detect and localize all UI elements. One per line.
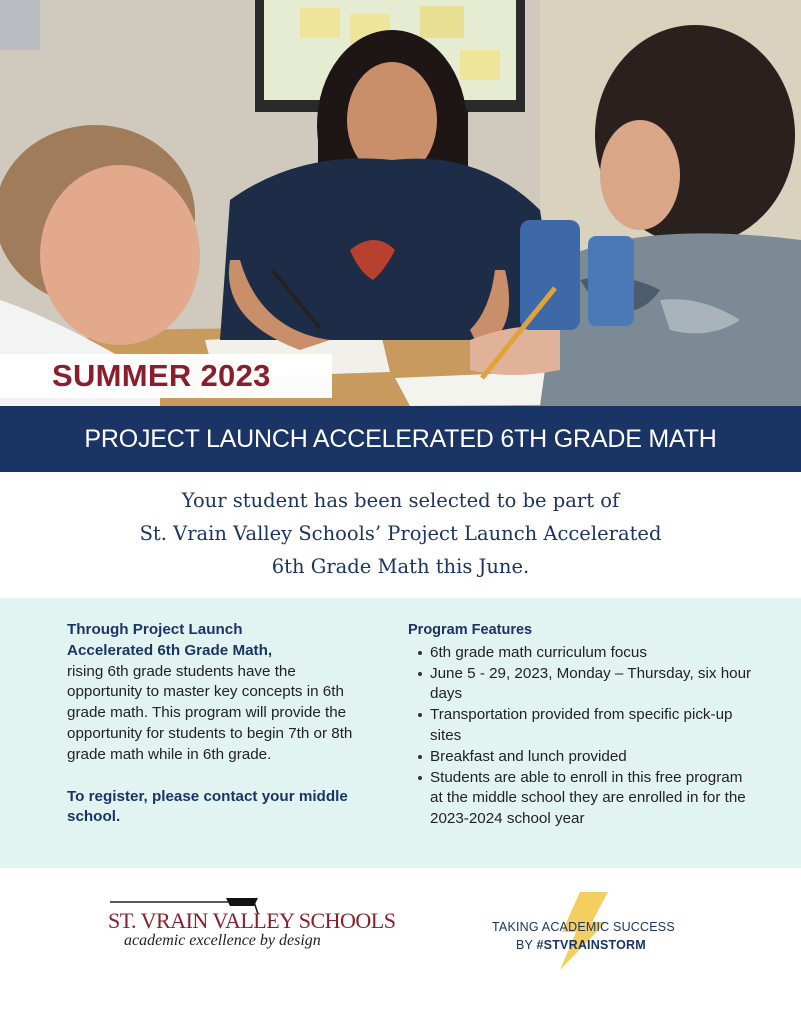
intro-text (80, 484, 721, 583)
classroom-photo-illustration (0, 0, 801, 406)
feature-item: June 5 - 29, 2023, Monday – Thursday, six hour days (418, 664, 758, 706)
program-description (67, 620, 357, 828)
slogan-hashtag-line (516, 938, 646, 952)
feature-item: 6th grade math curriculum focus (418, 643, 758, 664)
district-tagline: academic excellence by design (124, 932, 321, 949)
feature-item: Transportation provided from specific pick-up sites (418, 705, 758, 747)
description-lead-line: Accelerated 6th Grade Math, (67, 641, 273, 659)
district-name: ST. VRAIN VALLEY SCHOOLS (108, 908, 396, 933)
description-body: rising 6th grade students have the opportunity to master key concepts in 6th grade math. This program will provide the opportunity for students to begin 7th or 8th grade math while in 6th grade. (67, 662, 353, 763)
page-title: PROJECT LAUNCH ACCELERATED 6TH GRADE MATH (84, 425, 717, 453)
feature-item: Students are able to enroll in this free program at the middle school they are enrolled in for the 2023-2024 school year (418, 768, 758, 830)
district-logo (108, 896, 396, 956)
slogan-by: BY (516, 938, 537, 952)
features-heading: Program Features (408, 622, 533, 638)
description-lead-line: Through Project Launch (67, 621, 243, 638)
slogan (480, 892, 680, 972)
intro-line: St. Vrain Valley Schools’ Project Launch Accelerated (139, 522, 662, 545)
hero-photo (0, 0, 801, 406)
feature-item: Breakfast and lunch provided (418, 747, 758, 768)
slogan-hashtag: #STVRAINSTORM (536, 938, 646, 952)
register-call-to-action: To register, please contact your middle school. (67, 787, 348, 826)
intro-line: Your student has been selected to be part of (181, 489, 620, 512)
season-label: SUMMER 2023 (52, 358, 271, 393)
program-features (408, 620, 758, 830)
intro-line: 6th Grade Math this June. (271, 555, 530, 578)
features-list (408, 643, 758, 830)
slogan-line: TAKING ACADEMIC SUCCESS (492, 920, 675, 934)
